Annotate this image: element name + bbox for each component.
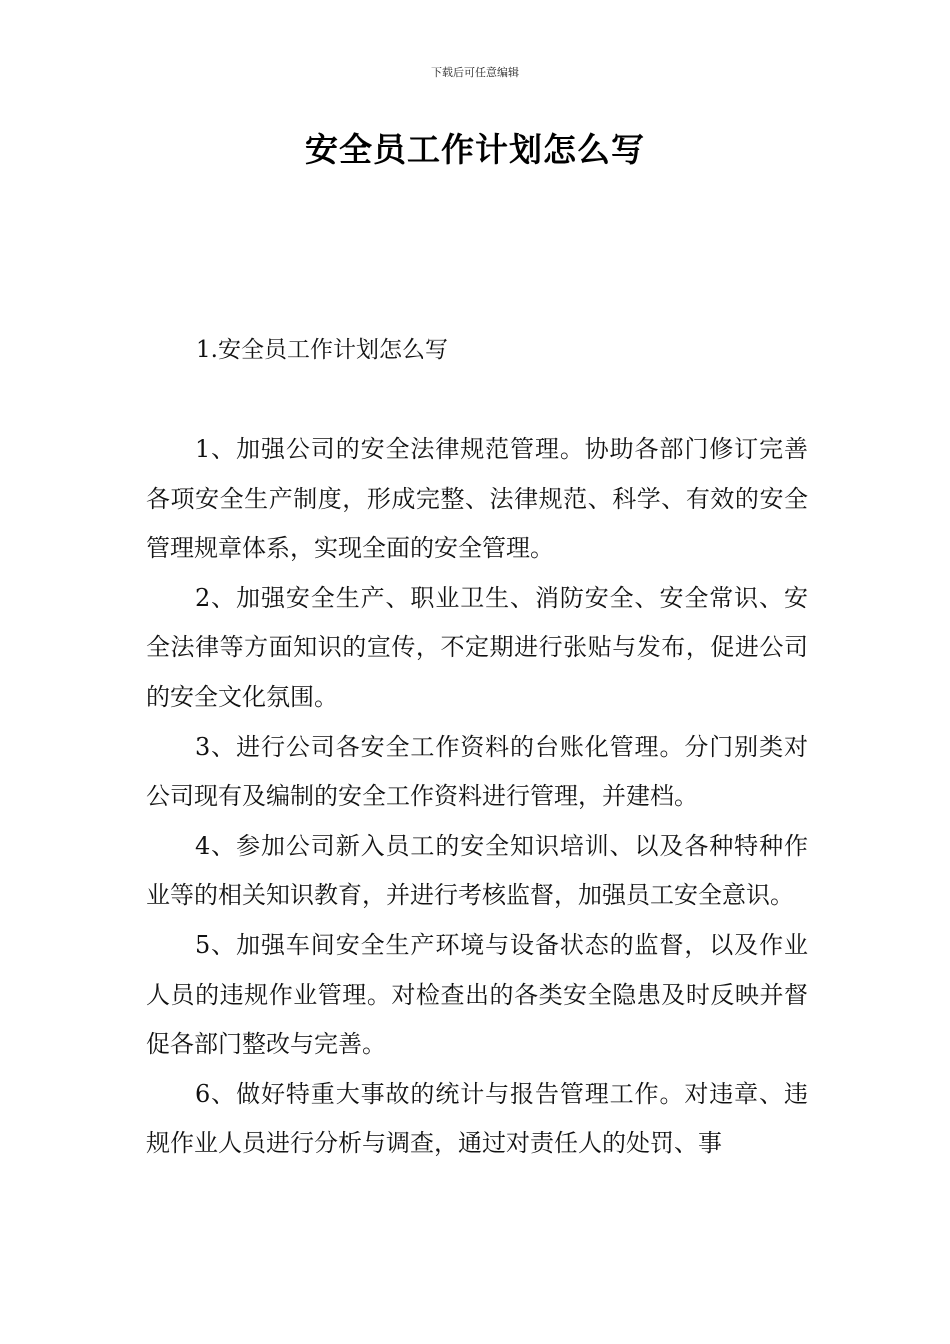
paragraph-5: 5、加强车间安全生产环境与设备状态的监督，以及作业人员的违规作业管理。对检查出的各类安全隐患及时反映并督促各部门整改与完善。 [146,930,808,1059]
section-heading: 1.安全员工作计划怎么写 [196,337,448,363]
paragraph-1: 1、加强公司的安全法律规范管理。协助各部门修订完善各项安全生产制度，形成完整、法律规范、科学、有效的安全管理规章体系，实现全面的安全管理。 [146,435,808,563]
document-body [146,425,808,1169]
page-header-note: 下载后可任意编辑 [431,66,519,79]
paragraph-3: 3、进行公司各安全工作资料的台账化管理。分门别类对公司现有及编制的安全工作资料进行管理，并建档。 [146,732,808,811]
paragraph-4: 4、参加公司新入员工的安全知识培训、以及各种特种作业等的相关知识教育，并进行考核监督，加强员工安全意识。 [146,831,808,910]
paragraph-6: 6、做好特重大事故的统计与报告管理工作。对违章、违规作业人员进行分析与调查，通过对责任人的处罚、事 [146,1079,808,1158]
document-title: 安全员工作计划怎么写 [305,130,645,169]
paragraph-2: 2、加强安全生产、职业卫生、消防安全、安全常识、安全法律等方面知识的宣传，不定期进行张贴与发布，促进公司的安全文化氛围。 [146,583,808,711]
